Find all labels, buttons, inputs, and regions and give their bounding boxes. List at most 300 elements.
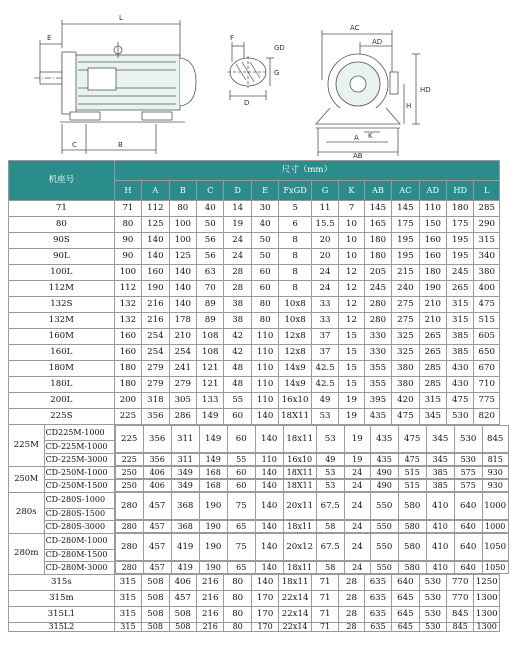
frame-cell: 160M bbox=[9, 329, 115, 345]
value-cell: 1300 bbox=[474, 607, 500, 623]
frame-cell: 280m bbox=[9, 533, 45, 575]
value-cell: 280 bbox=[115, 521, 143, 533]
value-cell: 508 bbox=[142, 623, 169, 632]
value-cell: 775 bbox=[474, 393, 500, 409]
value-cell: 24 bbox=[344, 480, 370, 492]
value-cell: 121 bbox=[197, 377, 224, 393]
value-cell: 530 bbox=[447, 409, 474, 425]
dim-label-AC: AC bbox=[350, 24, 360, 32]
value-group bbox=[115, 467, 508, 479]
value-cell: 508 bbox=[169, 623, 196, 632]
value-cell: 80 bbox=[224, 607, 251, 623]
frame-cell: 90S bbox=[9, 233, 115, 249]
value-cell: 265 bbox=[419, 345, 446, 361]
value-cell: 190 bbox=[419, 281, 446, 297]
value-cell: 508 bbox=[169, 607, 196, 623]
value-cell: 475 bbox=[474, 297, 500, 313]
table-row bbox=[9, 345, 500, 361]
sub-model-cell: CD-225M-1000 bbox=[44, 441, 114, 453]
value-cell: 22x14 bbox=[279, 623, 312, 632]
value-cell: 435 bbox=[370, 426, 398, 453]
value-cell: 330 bbox=[364, 329, 391, 345]
value-cell: 108 bbox=[197, 329, 224, 345]
value-cell: 216 bbox=[197, 575, 224, 591]
value-cell: 24 bbox=[344, 534, 370, 561]
value-cell: 48 bbox=[224, 377, 251, 393]
value-cell: 132 bbox=[114, 297, 141, 313]
value-cell: 42.5 bbox=[311, 377, 338, 393]
value-cell: 254 bbox=[142, 329, 169, 345]
value-cell: 30 bbox=[251, 201, 278, 217]
value-cell: 6 bbox=[279, 217, 312, 233]
value-cell: 515 bbox=[398, 480, 426, 492]
table-row bbox=[9, 479, 500, 492]
value-cell: 8 bbox=[279, 281, 312, 297]
value-cell: 640 bbox=[454, 493, 482, 520]
value-group bbox=[115, 521, 508, 533]
value-cell: 380 bbox=[474, 265, 500, 281]
value-cell: 845 bbox=[482, 426, 508, 453]
value-cell: 180 bbox=[114, 377, 141, 393]
value-cell: 280 bbox=[364, 297, 391, 313]
value-cell: 56 bbox=[197, 233, 224, 249]
value-cell: 216 bbox=[197, 623, 224, 632]
value-cell: 170 bbox=[251, 607, 278, 623]
value-cell: 210 bbox=[419, 297, 446, 313]
value-cell: 145 bbox=[364, 201, 391, 217]
table-row bbox=[9, 201, 500, 217]
value-cell: 1000 bbox=[482, 493, 508, 520]
value-cell: 200 bbox=[114, 393, 141, 409]
value-cell: 50 bbox=[197, 217, 224, 233]
value-cell: 640 bbox=[454, 562, 482, 574]
value-cell: 315 bbox=[114, 591, 141, 607]
value-cell: 10x8 bbox=[279, 297, 312, 313]
value-cell: 80 bbox=[224, 575, 251, 591]
value-cell: 530 bbox=[454, 454, 482, 466]
value-cell: 395 bbox=[364, 393, 391, 409]
value-cell: 930 bbox=[482, 467, 508, 479]
value-cell: 508 bbox=[142, 607, 169, 623]
value-cell: 435 bbox=[364, 409, 391, 425]
value-cell: 435 bbox=[370, 454, 398, 466]
value-cell: 640 bbox=[454, 534, 482, 561]
dim-label-D: D bbox=[244, 99, 250, 107]
value-cell: 325 bbox=[392, 329, 419, 345]
value-cell: 280 bbox=[115, 562, 143, 574]
value-cell: 28 bbox=[339, 575, 364, 591]
value-cell: 24 bbox=[224, 233, 251, 249]
value-cell: 14 bbox=[224, 201, 251, 217]
value-cell: 515 bbox=[398, 467, 426, 479]
value-cell: 645 bbox=[392, 607, 419, 623]
value-cell: 18X11 bbox=[283, 480, 316, 492]
frame-cell: 160L bbox=[9, 345, 115, 361]
value-cell: 279 bbox=[142, 377, 169, 393]
value-cell: 380 bbox=[392, 377, 419, 393]
value-cell: 175 bbox=[447, 217, 474, 233]
value-cell: 19 bbox=[224, 217, 251, 233]
value-cell: 42 bbox=[224, 329, 251, 345]
value-cell: 210 bbox=[169, 329, 196, 345]
value-cell: 7 bbox=[339, 201, 364, 217]
value-cell: 280 bbox=[364, 313, 391, 329]
value-cell: 406 bbox=[143, 480, 171, 492]
value-cell: 40 bbox=[251, 217, 278, 233]
value-cell: 140 bbox=[255, 493, 283, 520]
value-cell: 275 bbox=[392, 313, 419, 329]
value-cell: 140 bbox=[169, 297, 196, 313]
value-cell: 18x11 bbox=[283, 426, 316, 453]
value-cell: 53 bbox=[316, 480, 344, 492]
value-cell: 100 bbox=[114, 265, 141, 281]
value-cell: 55 bbox=[227, 454, 255, 466]
value-cell: 80 bbox=[251, 313, 278, 329]
table-row bbox=[9, 561, 500, 575]
value-cell: 605 bbox=[474, 329, 500, 345]
dim-label-E: E bbox=[47, 34, 52, 42]
value-cell: 28 bbox=[224, 265, 251, 281]
column-header: D bbox=[224, 181, 251, 201]
value-cell: 580 bbox=[398, 534, 426, 561]
value-cell: 410 bbox=[426, 534, 454, 561]
table-row bbox=[9, 393, 500, 409]
frame-cell: 180L bbox=[9, 377, 115, 393]
value-cell: 770 bbox=[447, 591, 474, 607]
value-cell: 22x14 bbox=[279, 591, 312, 607]
value-group bbox=[115, 454, 508, 466]
value-cell: 90 bbox=[114, 233, 141, 249]
value-cell: 216 bbox=[142, 313, 169, 329]
value-cell: 180 bbox=[364, 249, 391, 265]
column-header: HD bbox=[447, 181, 474, 201]
value-cell: 216 bbox=[142, 297, 169, 313]
value-cell: 180 bbox=[447, 201, 474, 217]
value-cell: 190 bbox=[199, 534, 227, 561]
value-cell: 89 bbox=[197, 297, 224, 313]
value-cell: 70 bbox=[197, 281, 224, 297]
value-cell: 315 bbox=[114, 575, 141, 591]
value-cell: 140 bbox=[169, 265, 196, 281]
sub-model-cell: CD-280S-1500 bbox=[44, 508, 114, 520]
dim-label-AB: AB bbox=[353, 152, 363, 160]
value-cell: 380 bbox=[392, 361, 419, 377]
table-row bbox=[9, 233, 500, 249]
value-cell: 550 bbox=[370, 562, 398, 574]
value-cell: 65 bbox=[227, 562, 255, 574]
value-cell: 19 bbox=[339, 409, 364, 425]
dim-label-A: A bbox=[354, 134, 359, 142]
value-cell: 125 bbox=[142, 217, 169, 233]
value-cell: 140 bbox=[255, 467, 283, 479]
value-group bbox=[115, 426, 508, 453]
value-cell: 195 bbox=[392, 249, 419, 265]
dim-label-AD: AD bbox=[372, 38, 383, 46]
value-cell: 279 bbox=[142, 361, 169, 377]
dim-label-L: L bbox=[119, 14, 123, 22]
value-cell: 475 bbox=[447, 393, 474, 409]
value-cell: 71 bbox=[311, 623, 338, 632]
sub-model-cell: CD-250M-1500 bbox=[44, 479, 114, 492]
sub-model-cell: CD-250M-1000 bbox=[44, 466, 114, 479]
value-cell: 457 bbox=[143, 493, 171, 520]
value-cell: 410 bbox=[426, 493, 454, 520]
value-cell: 110 bbox=[251, 361, 278, 377]
dimension-drawing bbox=[0, 0, 502, 158]
value-cell: 575 bbox=[454, 467, 482, 479]
frame-cell: 132S bbox=[9, 297, 115, 313]
table-row bbox=[9, 575, 500, 591]
value-cell: 28 bbox=[224, 281, 251, 297]
table-row bbox=[9, 249, 500, 265]
value-cell: 420 bbox=[392, 393, 419, 409]
value-cell: 650 bbox=[474, 345, 500, 361]
value-cell: 60 bbox=[227, 480, 255, 492]
value-cell: 18x11 bbox=[283, 521, 316, 533]
table-row bbox=[9, 591, 500, 607]
value-cell: 112 bbox=[114, 281, 141, 297]
value-cell: 530 bbox=[419, 591, 446, 607]
frame-header: 机座号 bbox=[9, 161, 115, 201]
value-cell: 65 bbox=[227, 521, 255, 533]
value-cell: 635 bbox=[364, 607, 391, 623]
frame-cell: 100L bbox=[9, 265, 115, 281]
dim-title: 尺寸（mm） bbox=[114, 161, 499, 181]
table-row bbox=[9, 297, 500, 313]
value-cell: 10 bbox=[339, 217, 364, 233]
value-cell: 457 bbox=[143, 562, 171, 574]
value-cell: 475 bbox=[392, 409, 419, 425]
value-cell: 8 bbox=[279, 265, 312, 281]
value-cell: 815 bbox=[482, 454, 508, 466]
table-row bbox=[9, 329, 500, 345]
motor-outline-drawing bbox=[0, 0, 502, 158]
value-cell: 10x8 bbox=[279, 313, 312, 329]
value-cell: 178 bbox=[169, 313, 196, 329]
value-cell: 280 bbox=[115, 493, 143, 520]
value-cell: 195 bbox=[392, 233, 419, 249]
value-cell: 457 bbox=[169, 591, 196, 607]
value-cell: 356 bbox=[143, 426, 171, 453]
frame-cell: 71 bbox=[9, 201, 115, 217]
value-cell: 11 bbox=[311, 201, 338, 217]
column-header: FxGD bbox=[279, 181, 312, 201]
value-cell: 33 bbox=[311, 313, 338, 329]
value-cell: 140 bbox=[142, 249, 169, 265]
value-cell: 280 bbox=[115, 534, 143, 561]
value-cell: 140 bbox=[255, 480, 283, 492]
value-cell: 60 bbox=[227, 467, 255, 479]
value-cell: 19 bbox=[344, 426, 370, 453]
value-cell: 53 bbox=[316, 467, 344, 479]
value-cell: 770 bbox=[447, 575, 474, 591]
value-cell: 50 bbox=[251, 233, 278, 249]
value-cell: 133 bbox=[197, 393, 224, 409]
value-cell: 318 bbox=[142, 393, 169, 409]
value-cell: 160 bbox=[142, 265, 169, 281]
value-cell: 205 bbox=[364, 265, 391, 281]
value-cell: 24 bbox=[224, 249, 251, 265]
table-row bbox=[9, 607, 500, 623]
value-cell: 100 bbox=[169, 233, 196, 249]
value-cell: 28 bbox=[339, 591, 364, 607]
value-cell: 305 bbox=[169, 393, 196, 409]
value-cell: 180 bbox=[419, 265, 446, 281]
value-cell: 112 bbox=[142, 201, 169, 217]
value-cell: 345 bbox=[426, 454, 454, 466]
value-cell: 12 bbox=[339, 265, 364, 281]
grouped-rows bbox=[9, 425, 507, 575]
value-cell: 254 bbox=[142, 345, 169, 361]
value-cell: 508 bbox=[142, 591, 169, 607]
value-cell: 53 bbox=[316, 426, 344, 453]
value-cell: 580 bbox=[398, 493, 426, 520]
value-cell: 8 bbox=[279, 249, 312, 265]
value-cell: 385 bbox=[426, 480, 454, 492]
value-cell: 24 bbox=[344, 467, 370, 479]
value-cell: 580 bbox=[398, 562, 426, 574]
value-cell: 110 bbox=[419, 201, 446, 217]
value-cell: 110 bbox=[251, 345, 278, 361]
value-cell: 635 bbox=[364, 623, 391, 632]
value-cell: 150 bbox=[419, 217, 446, 233]
value-cell: 175 bbox=[392, 217, 419, 233]
value-cell: 165 bbox=[364, 217, 391, 233]
table-row bbox=[9, 466, 500, 479]
frame-cell: 132M bbox=[9, 313, 115, 329]
dim-label-K: K bbox=[368, 132, 373, 140]
sub-model-cell: CD-280M-1500 bbox=[44, 549, 114, 561]
value-cell: 71 bbox=[311, 591, 338, 607]
value-cell: 160 bbox=[114, 329, 141, 345]
value-cell: 311 bbox=[171, 454, 199, 466]
value-cell: 530 bbox=[454, 426, 482, 453]
value-cell: 110 bbox=[251, 329, 278, 345]
frame-cell: 315L2 bbox=[9, 623, 115, 632]
value-cell: 28 bbox=[339, 623, 364, 632]
value-cell: 14x9 bbox=[279, 377, 312, 393]
table-row bbox=[9, 425, 500, 441]
value-cell: 515 bbox=[474, 313, 500, 329]
table-body-tail bbox=[9, 575, 500, 632]
value-cell: 845 bbox=[447, 607, 474, 623]
sub-model-cell: CD-280M-3000 bbox=[44, 561, 114, 575]
table-body bbox=[9, 201, 500, 425]
value-cell: 410 bbox=[426, 562, 454, 574]
value-cell: 140 bbox=[255, 521, 283, 533]
value-cell: 290 bbox=[474, 217, 500, 233]
value-cell: 140 bbox=[251, 575, 278, 591]
table-row bbox=[9, 492, 500, 508]
value-cell: 71 bbox=[311, 607, 338, 623]
value-cell: 1300 bbox=[474, 623, 500, 632]
value-cell: 20 bbox=[311, 249, 338, 265]
value-cell: 149 bbox=[197, 409, 224, 425]
value-cell: 15.5 bbox=[311, 217, 338, 233]
value-cell: 575 bbox=[454, 480, 482, 492]
value-cell: 24 bbox=[344, 562, 370, 574]
value-cell: 89 bbox=[197, 313, 224, 329]
value-cell: 100 bbox=[169, 217, 196, 233]
value-cell: 121 bbox=[197, 361, 224, 377]
value-cell: 38 bbox=[224, 313, 251, 329]
value-cell: 355 bbox=[364, 377, 391, 393]
value-cell: 580 bbox=[398, 521, 426, 533]
value-cell: 132 bbox=[114, 313, 141, 329]
value-cell: 75 bbox=[227, 493, 255, 520]
value-cell: 149 bbox=[199, 454, 227, 466]
value-cell: 250 bbox=[115, 480, 143, 492]
value-cell: 42.5 bbox=[311, 361, 338, 377]
value-cell: 49 bbox=[311, 393, 338, 409]
value-cell: 58 bbox=[316, 521, 344, 533]
value-cell: 550 bbox=[370, 493, 398, 520]
value-cell: 245 bbox=[447, 265, 474, 281]
value-cell: 215 bbox=[392, 265, 419, 281]
value-cell: 80 bbox=[169, 201, 196, 217]
value-cell: 325 bbox=[392, 345, 419, 361]
value-cell: 60 bbox=[251, 265, 278, 281]
dim-label-B: B bbox=[118, 141, 123, 149]
frame-cell: 112M bbox=[9, 281, 115, 297]
value-cell: 19 bbox=[339, 393, 364, 409]
value-cell: 10 bbox=[339, 249, 364, 265]
frame-cell: 315s bbox=[9, 575, 115, 591]
value-cell: 349 bbox=[171, 480, 199, 492]
value-cell: 225 bbox=[115, 454, 143, 466]
value-cell: 160 bbox=[419, 249, 446, 265]
sub-model-cell: CD-225M-3000 bbox=[44, 453, 114, 466]
value-cell: 20x11 bbox=[283, 493, 316, 520]
table-row bbox=[9, 281, 500, 297]
value-cell: 490 bbox=[370, 467, 398, 479]
value-cell: 125 bbox=[169, 249, 196, 265]
value-cell: 286 bbox=[169, 409, 196, 425]
value-cell: 240 bbox=[392, 281, 419, 297]
value-cell: 28 bbox=[339, 607, 364, 623]
value-cell: 12 bbox=[339, 297, 364, 313]
value-cell: 285 bbox=[474, 201, 500, 217]
value-cell: 140 bbox=[251, 409, 278, 425]
frame-cell: 200L bbox=[9, 393, 115, 409]
value-cell: 635 bbox=[364, 575, 391, 591]
value-cell: 250 bbox=[115, 467, 143, 479]
value-cell: 645 bbox=[392, 591, 419, 607]
value-group bbox=[115, 493, 508, 520]
value-cell: 640 bbox=[392, 575, 419, 591]
value-cell: 60 bbox=[251, 281, 278, 297]
value-cell: 190 bbox=[199, 493, 227, 520]
value-cell: 50 bbox=[251, 249, 278, 265]
value-cell: 37 bbox=[311, 329, 338, 345]
table-row bbox=[9, 520, 500, 533]
value-cell: 80 bbox=[224, 623, 251, 632]
value-cell: 18x11 bbox=[279, 575, 312, 591]
value-cell: 1250 bbox=[474, 575, 500, 591]
value-cell: 16x10 bbox=[283, 454, 316, 466]
table-row bbox=[9, 409, 500, 425]
value-cell: 245 bbox=[364, 281, 391, 297]
value-cell: 33 bbox=[311, 297, 338, 313]
value-cell: 53 bbox=[311, 409, 338, 425]
value-cell: 170 bbox=[251, 591, 278, 607]
dim-label-H: H bbox=[406, 102, 412, 110]
value-cell: 195 bbox=[447, 233, 474, 249]
value-cell: 140 bbox=[255, 426, 283, 453]
value-cell: 15 bbox=[339, 329, 364, 345]
column-header: E bbox=[251, 181, 278, 201]
value-cell: 60 bbox=[224, 409, 251, 425]
